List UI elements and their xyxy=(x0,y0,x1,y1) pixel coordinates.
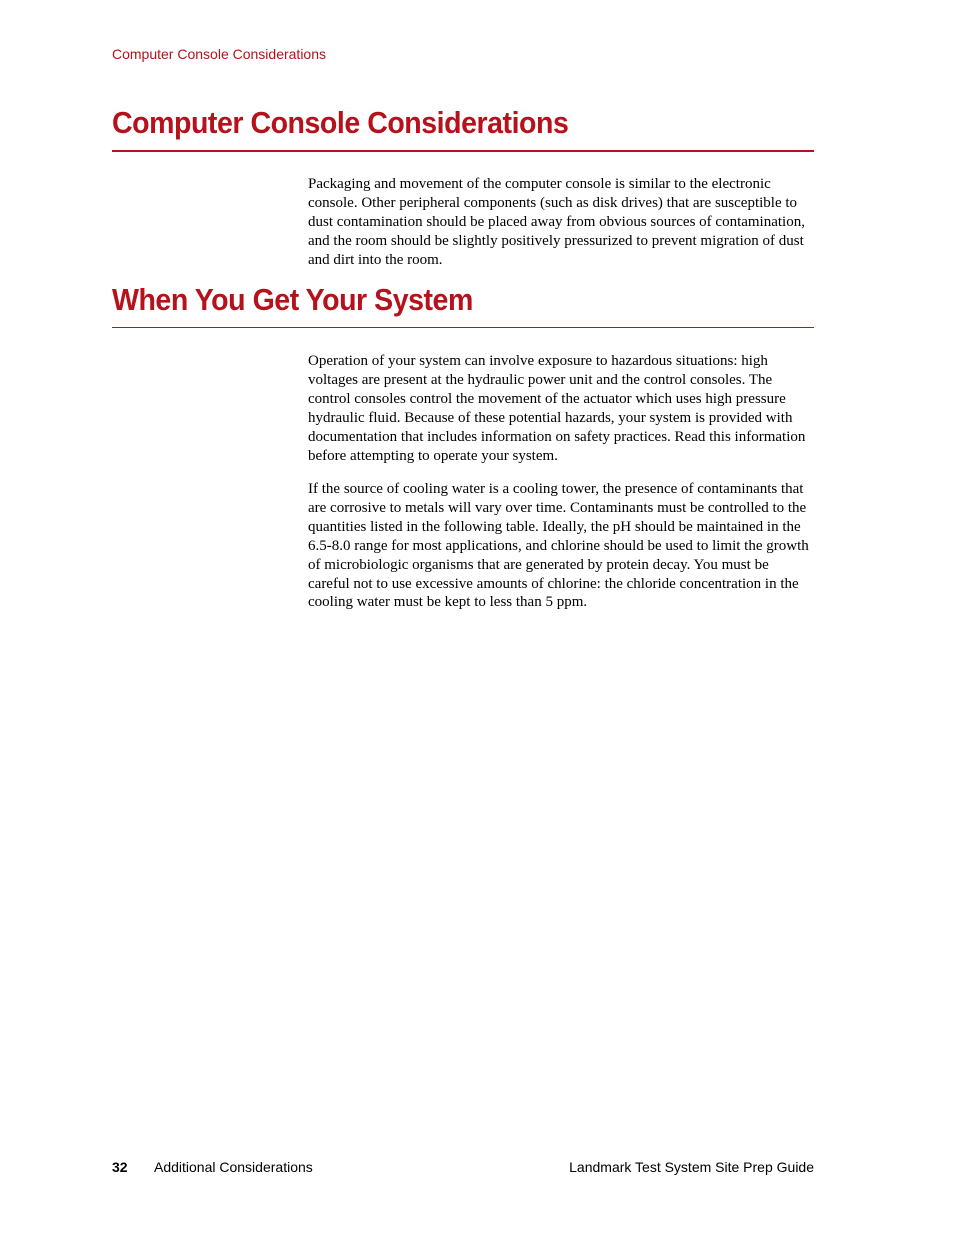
paragraph: If the source of cooling water is a cooling tower, the presence of contaminants that are corrosive to metals will vary over time. Contaminants must be controlled to the quantities listed in the following table. Ideally, the pH should be maintained in the 6.5-8.0 range for most applications, and chlorine should be used to limit the growth of microbiologic organisms that are generated by protein decay. You must be careful not to use excessive amounts of chlorine: the chloride concentration in the cooling water must be kept to less than 5 ppm. xyxy=(308,481,809,611)
section-heading-when-you-get-your-system: When You Get Your System xyxy=(112,282,473,317)
footer-guide-title: Landmark Test System Site Prep Guide xyxy=(569,1159,814,1175)
page-number: 32 xyxy=(112,1159,128,1175)
paragraph: Packaging and movement of the computer console is similar to the electronic console. Other peripheral components (such as disk drives) that are susceptible to dust contamination should be placed away from obvious sources of contamination, and the room should be slightly positively pressurized to prevent migration of dust and dirt into the room. xyxy=(308,176,805,268)
running-header: Computer Console Considerations xyxy=(112,46,326,62)
footer-chapter-title: Additional Considerations xyxy=(154,1159,313,1175)
section-heading-computer-console: Computer Console Considerations xyxy=(112,105,569,140)
paragraph: Operation of your system can involve exposure to hazardous situations: high voltages are present at the hydraulic power unit and the control consoles. The control consoles control the movement of the actuator which uses high pressure hydraulic fluid. Because of these potential hazards, your system is provided with documentation that includes information on safety practices. Read this information before attempting to operate your system. xyxy=(308,353,806,464)
heading-rule xyxy=(112,150,814,152)
heading-rule xyxy=(112,327,814,328)
